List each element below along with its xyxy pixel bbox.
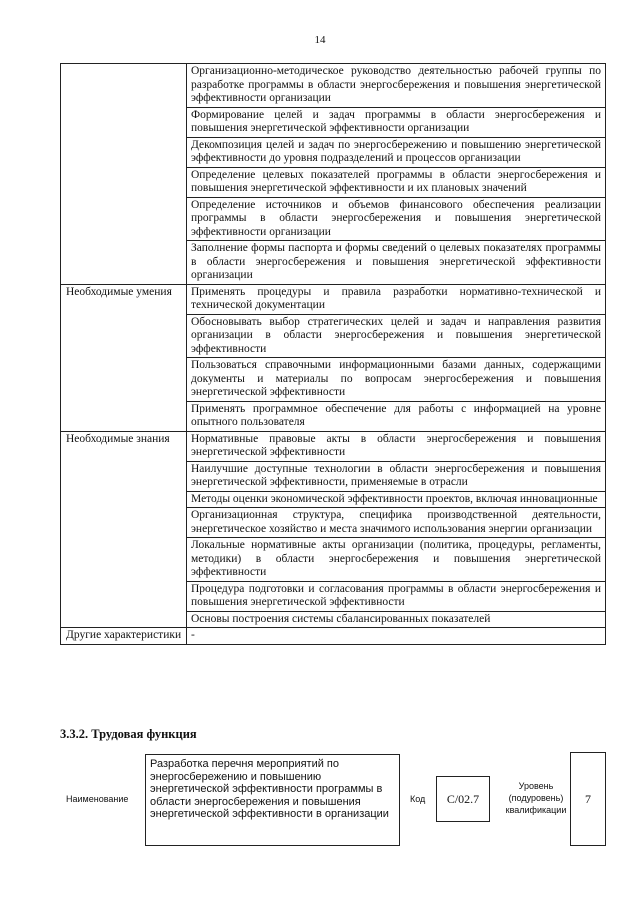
row-item: Наилучшие доступные технологии в области энергосбережения и повышения энергетической эффективности, применяемые в отрасли [187,461,606,491]
row-item: Применять процедуры и правила разработки нормативно-технической и технической документации [187,284,606,314]
row-label [61,64,187,285]
row-item: Формирование целей и задач программы в области энергосбережения и повышения энергетической эффективности организации [187,107,606,137]
level-value: 7 [570,752,606,846]
page-number: 14 [314,34,326,46]
row-item: Методы оценки экономической эффективности проектов, включая инновационные [187,491,606,508]
table-row [61,284,606,314]
row-item: Определение целевых показателей программы в области энергосбережения и повышения энергетической эффективности и их плановых значений [187,167,606,197]
skills-table [60,63,606,645]
section-title: 3.3.2. Трудовая функция [60,727,197,741]
table-row [61,64,606,108]
row-item: Заполнение формы паспорта и формы сведений о целевых показателях программы в области энергосбережения и повышения энергетической эффективности организации [187,241,606,285]
row-label: Необходимые умения [61,284,187,431]
row-label: Другие характеристики [61,628,187,645]
row-item: Локальные нормативные акты организации (политика, процедуры, регламенты, методики) в области энергосбережения и повышения энергетической эффективности [187,538,606,582]
table-row [61,431,606,461]
row-label: Необходимые знания [61,431,187,628]
row-item: - [187,628,606,645]
row-item: Нормативные правовые акты в области энергосбережения и повышения энергетической эффективности [187,431,606,461]
code-label: Код [410,794,426,804]
row-item: Обосновывать выбор стратегических целей и задач и направления развития организации в области энергосбережения и повышения энергетической эффективности [187,314,606,358]
row-item: Процедура подготовки и согласования программы в области энергосбережения и повышения энергетической эффективности [187,581,606,611]
level-label: Уровень (подуровень) квалификации [505,781,567,815]
code-value: C/02.7 [436,776,490,822]
row-item: Применять программное обеспечение для работы с информацией на уровне опытного пользователя [187,401,606,431]
row-item: Определение источников и объемов финансового обеспечения реализации программы в области энергосбережения и повышения энергетической эффективности организации [187,197,606,241]
row-item: Декомпозиция целей и задач по энергосбережению и повышению энергетической эффективности до уровня подразделений и процессов организации [187,137,606,167]
function-name-box: Разработка перечня мероприятий по энергосбережению и повышению энергетической эффективности программы в области энергосбережения и повышения энергетической эффективности в организации [145,754,400,846]
row-item: Организационно-методическое руководство деятельностью рабочей группы по разработке программы в области энергосбережения и повышения энергетической эффективности организации [187,64,606,108]
row-item: Основы построения системы сбалансированных показателей [187,611,606,628]
row-item: Организационная структура, специфика производственной деятельности, энергетическое хозяйство и места значимого использования энергии организации [187,508,606,538]
table-row [61,628,606,645]
row-item: Пользоваться справочными информационными базами данных, содержащими документы и материалы по вопросам энергосбережения и повышения энергетической эффективности [187,358,606,402]
name-label: Наименование [66,794,129,804]
